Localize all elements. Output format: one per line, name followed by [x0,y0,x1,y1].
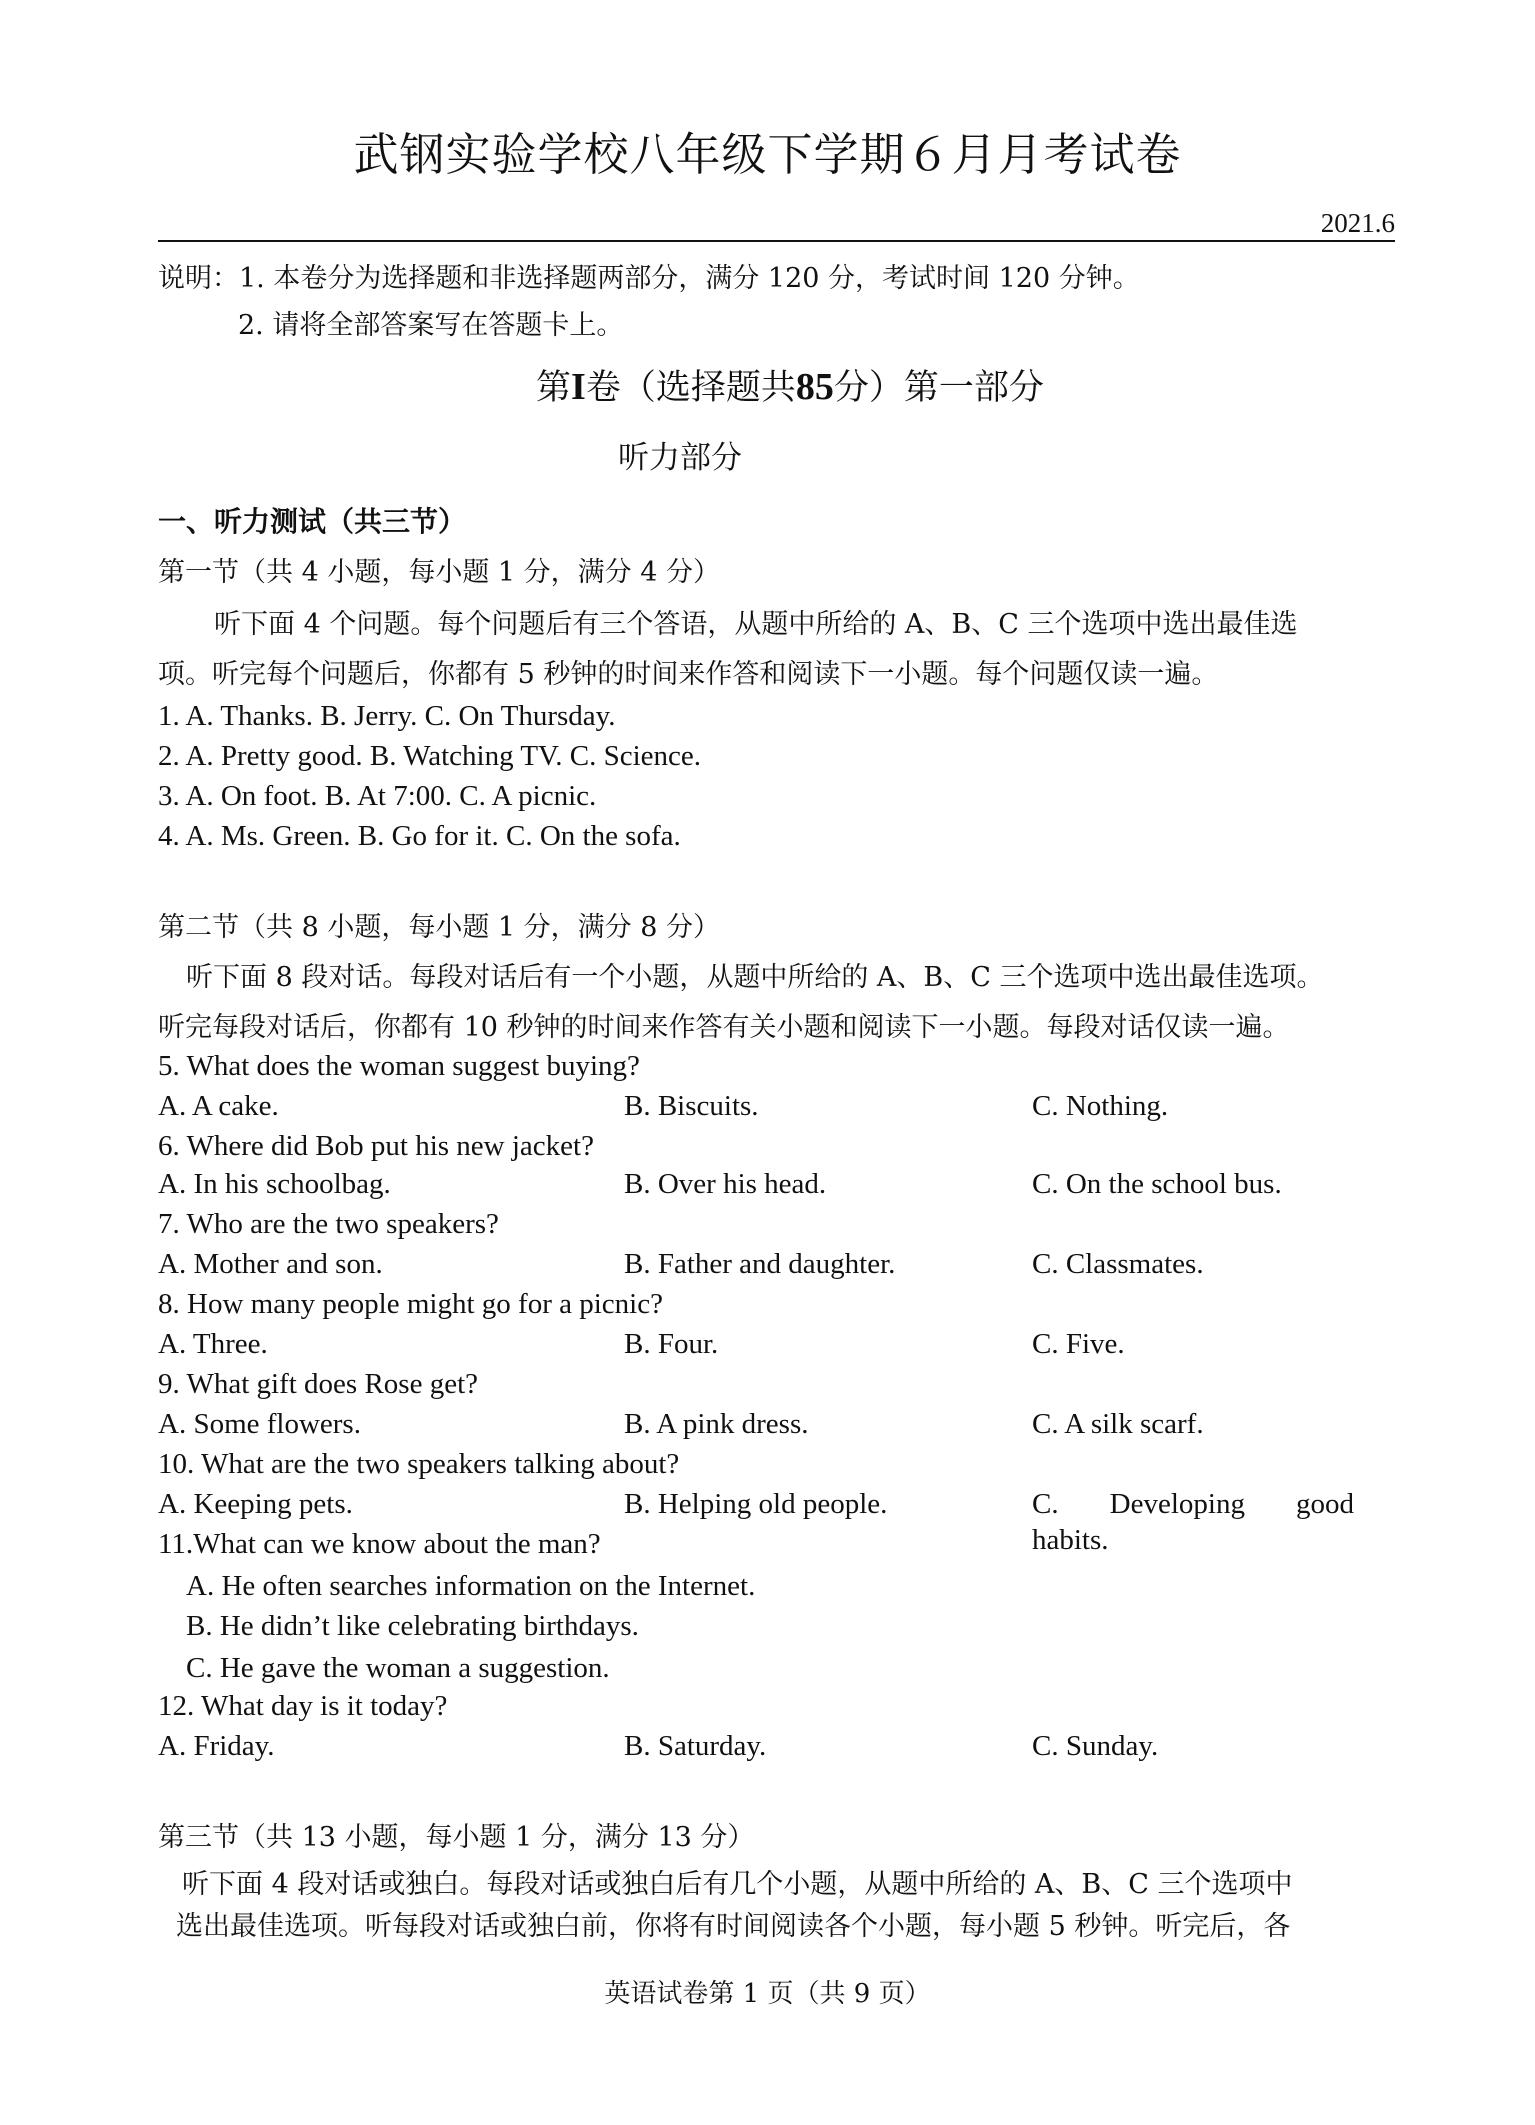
q9-option-c: C. A silk scarf. [1032,1408,1204,1440]
q10-option-c [1032,1488,1354,1521]
header-rule [158,240,1395,242]
q11-option-c: C. He gave the woman a suggestion. [186,1652,610,1684]
sec1-item-1: 1. A. Thanks. B. Jerry. C. On Thursday. [158,700,616,732]
q10-option-a: A. Keeping pets. [158,1488,353,1520]
q7-option-b: B. Father and daughter. [624,1248,896,1280]
q10-question: 10. What are the two speakers talking about? [158,1448,680,1480]
q10-option-c-word2: good [1296,1488,1354,1520]
q5-option-a: A. A cake. [158,1090,279,1122]
sec1-item-4: 4. A. Ms. Green. B. Go for it. C. On the sofa. [158,820,681,852]
q12-option-a: A. Friday. [158,1730,275,1762]
q5-question: 5. What does the woman suggest buying? [158,1050,640,1082]
q6-option-b: B. Over his head. [624,1168,827,1200]
sec3-heading: 第三节（共 13 小题，每小题 1 分，满分 13 分） [158,1822,755,1853]
part1-prefix: 第 [536,368,572,408]
exam-date: 2021.6 [1320,208,1395,238]
sec3-instr-1: 听下面 4 段对话或独白。每段对话或独白后有几个小题，从题中所给的 A、B、C 三个选项中 [182,1869,1293,1900]
sec2-heading: 第二节（共 8 小题，每小题 1 分，满分 8 分） [158,912,721,943]
part1-roman: I [571,366,586,408]
sec2-instr-2: 听完每段对话后，你都有 10 秒钟的时间来作答有关小题和阅读下一小题。每段对话仅读一遍。 [158,1012,1290,1043]
q6-option-c: C. On the school bus. [1032,1168,1282,1200]
q11-option-b: B. He didn’t like celebrating birthdays. [186,1610,639,1642]
part1-mid: 卷（选择题共 [585,368,796,408]
part1-suffix: 分）第一部分 [833,368,1044,408]
q12-question: 12. What day is it today? [158,1690,448,1722]
q5-option-b: B. Biscuits. [624,1090,759,1122]
sec1-item-2: 2. A. Pretty good. B. Watching TV. C. Science. [158,740,701,772]
q9-question: 9. What gift does Rose get? [158,1368,479,1400]
listening-heading: 听力部分 [618,440,742,476]
q7-option-a: A. Mother and son. [158,1248,383,1280]
sec1-instr-2: 项。听完每个问题后，你都有 5 秒钟的时间来作答和阅读下一小题。每个问题仅读一遍。 [158,659,1219,690]
exam-title: 武钢实验学校八年级下学期６月月考试卷 [353,128,1182,181]
q7-question: 7. Who are the two speakers? [158,1208,499,1240]
q7-option-c: C. Classmates. [1032,1248,1204,1280]
q10-option-b: B. Helping old people. [624,1488,888,1520]
q8-option-a: A. Three. [158,1328,268,1360]
sec2-instr-1: 听下面 8 段对话。每段对话后有一个小题，从题中所给的 A、B、C 三个选项中选出最佳选项。 [186,962,1324,993]
note-line-2: 2. 请将全部答案写在答题卡上。 [238,310,624,341]
q8-option-c: C. Five. [1032,1328,1125,1360]
section-main-heading: 一、听力测试（共三节） [158,505,467,538]
part1-score: 85 [795,366,834,408]
q12-option-c: C. Sunday. [1032,1730,1159,1762]
sec1-heading: 第一节（共 4 小题，每小题 1 分，满分 4 分） [158,557,721,588]
q9-option-a: A. Some flowers. [158,1408,361,1440]
note-line-1: 说明：1. 本卷分为选择题和非选择题两部分，满分 120 分，考试时间 120 分钟。 [158,263,1140,294]
page-footer: 英语试卷第 1 页（共 9 页） [604,1979,931,2009]
part1-heading [536,360,1044,410]
q8-option-b: B. Four. [624,1328,719,1360]
sec1-item-3: 3. A. On foot. B. At 7:00. C. A picnic. [158,780,597,812]
q10-option-c-word1: Developing [1109,1488,1245,1520]
q6-question: 6. Where did Bob put his new jacket? [158,1130,594,1162]
q11-option-a: A. He often searches information on the Internet. [186,1570,756,1602]
q8-question: 8. How many people might go for a picnic? [158,1288,663,1320]
sec3-instr-2: 选出最佳选项。听每段对话或独白前，你将有时间阅读各个小题，每小题 5 秒钟。听完后，各 [176,1911,1291,1942]
sec1-instr-1: 听下面 4 个问题。每个问题后有三个答语，从题中所给的 A、B、C 三个选项中选出最佳选 [214,609,1298,640]
q6-option-a: A. In his schoolbag. [158,1168,391,1200]
q10-option-c-wrap: habits. [1032,1524,1109,1556]
q12-option-b: B. Saturday. [624,1730,767,1762]
q10-option-c-letter: C. [1032,1488,1059,1520]
q5-option-c: C. Nothing. [1032,1090,1169,1122]
q9-option-b: B. A pink dress. [624,1408,809,1440]
q11-question: 11.What can we know about the man? [158,1528,601,1560]
